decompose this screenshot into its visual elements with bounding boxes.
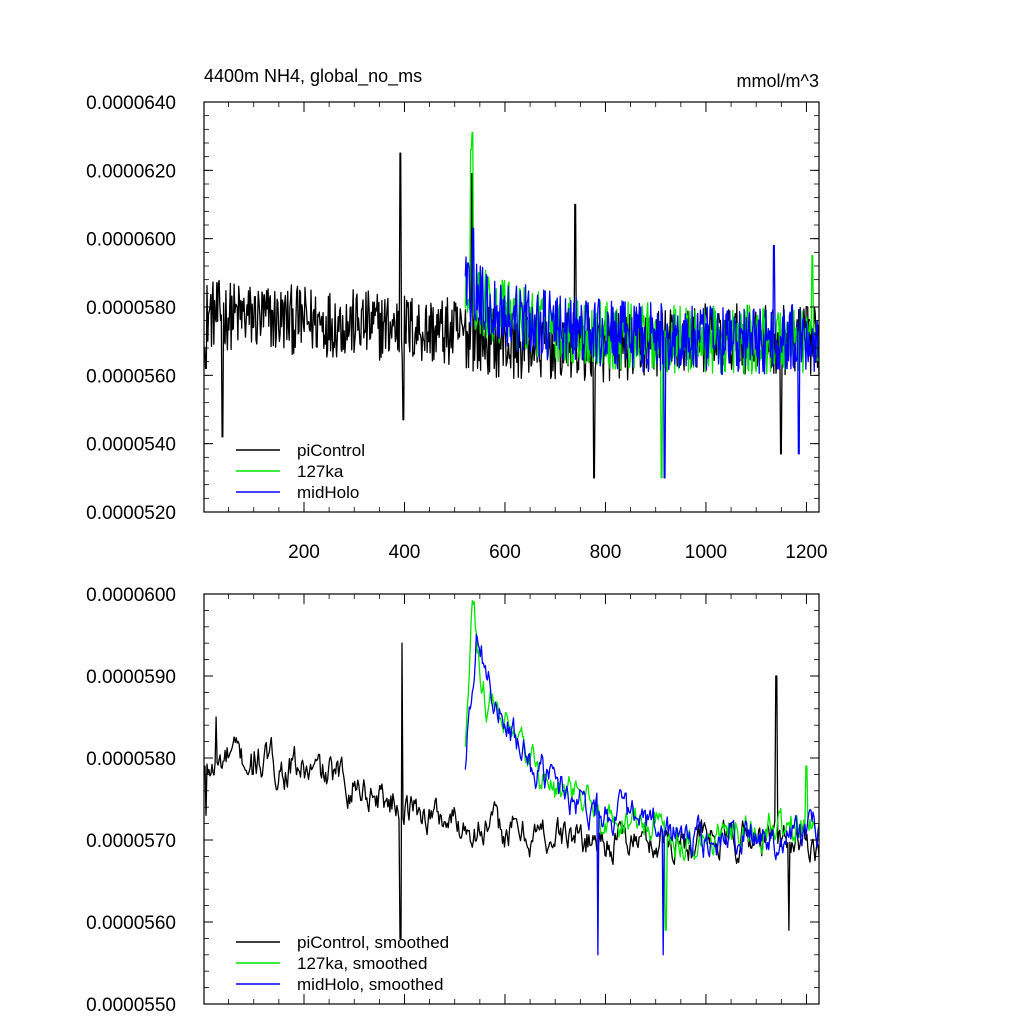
- legend-label-picontrol-smoothed: piControl, smoothed: [297, 933, 450, 952]
- top-panel-units: mmol/m^3: [736, 71, 819, 91]
- x-tick-label: 1200: [785, 542, 828, 563]
- top-panel-title: 4400m NH4, global_no_ms: [204, 66, 423, 86]
- series-line-127ka-smoothed: [465, 601, 819, 931]
- y-tick-label: 0.0000560: [86, 366, 176, 388]
- x-tick-label: 200: [288, 542, 320, 563]
- y-tick-label: 0.0000620: [86, 161, 176, 183]
- legend-label-midholo-smoothed: midHolo, smoothed: [297, 975, 444, 994]
- series-line-midholo-smoothed: [465, 634, 819, 954]
- y-tick-label: 0.0000540: [86, 434, 176, 456]
- top-legend: [236, 441, 365, 502]
- y-tick-label: 0.0000520: [86, 503, 176, 524]
- bottom-legend: [236, 933, 449, 994]
- y-tick-label: 0.0000600: [86, 229, 176, 251]
- legend-label-127ka-smoothed: 127ka, smoothed: [297, 954, 428, 973]
- series-line-picontrol-smoothed: [204, 643, 819, 938]
- y-tick-label: 0.0000580: [86, 298, 176, 319]
- bottom-panel: [86, 585, 819, 1016]
- top-series-layer: [204, 133, 819, 478]
- y-tick-label: 0.0000550: [86, 995, 176, 1016]
- top-panel: [86, 66, 827, 563]
- legend-label-127ka: 127ka: [297, 462, 344, 481]
- y-tick-label: 0.0000560: [86, 913, 176, 934]
- legend-label-midholo: midHolo: [297, 483, 360, 502]
- x-tick-label: 800: [589, 542, 622, 563]
- y-tick-label: 0.0000580: [86, 749, 176, 770]
- x-tick-label: 600: [489, 542, 521, 563]
- x-tick-label: 400: [388, 542, 421, 563]
- bottom-tick-layer: [86, 585, 819, 1016]
- legend-label-picontrol: piControl: [297, 441, 366, 460]
- y-tick-label: 0.0000590: [86, 667, 176, 688]
- y-tick-label: 0.0000570: [86, 831, 176, 852]
- x-tick-label: 1000: [684, 542, 728, 563]
- y-tick-label: 0.0000600: [86, 585, 176, 606]
- y-tick-label: 0.0000640: [86, 93, 176, 114]
- bottom-series-layer: [204, 601, 819, 955]
